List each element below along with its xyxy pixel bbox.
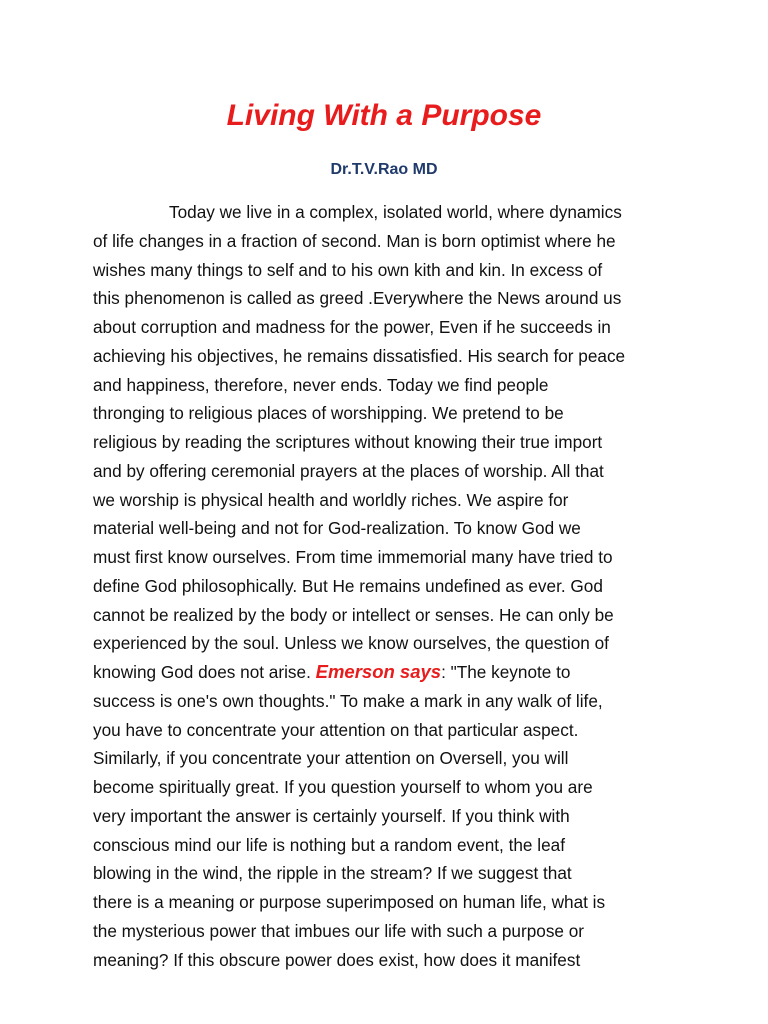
paragraph-line: material well-being and not for God-realization. To know God we bbox=[93, 518, 581, 539]
paragraph-line: about corruption and madness for the power, Even if he succeeds in bbox=[93, 317, 611, 337]
paragraph-line: very important the answer is certainly yourself. If you think with bbox=[93, 805, 570, 826]
paragraph-line: the mysterious power that imbues our life with such a purpose or bbox=[93, 920, 585, 941]
document-body bbox=[93, 198, 683, 974]
line-text-after: : "The keynote to bbox=[441, 662, 571, 682]
paragraph-line: you have to concentrate your attention on that particular aspect. bbox=[93, 719, 579, 740]
paragraph-line: and by offering ceremonial prayers at the places of worship. All that bbox=[93, 460, 604, 481]
paragraph-line: must first know ourselves. From time immemorial many have tried to bbox=[93, 547, 613, 567]
paragraph-line: religious by reading the scriptures without knowing their true import bbox=[93, 432, 603, 452]
paragraph-line: success is one's own thoughts." To make a mark in any walk of life, bbox=[93, 690, 603, 711]
paragraph-line: experienced by the soul. Unless we know ourselves, the question of bbox=[93, 633, 609, 654]
paragraph-line: there is a meaning or purpose superimposed on human life, what is bbox=[93, 892, 606, 912]
paragraph-line: define God philosophically. But He remains undefined as ever. God bbox=[93, 575, 603, 596]
paragraph-line: we worship is physical health and worldly riches. We aspire for bbox=[93, 489, 569, 510]
paragraph-line: cannot be realized by the body or intellect or senses. He can only be bbox=[93, 604, 614, 625]
line-text: Today we live in a complex, isolated world, where dynamics bbox=[169, 202, 622, 222]
paragraph-line: conscious mind our life is nothing but a random event, the leaf bbox=[93, 834, 565, 855]
document-author: Dr.T.V.Rao MD bbox=[330, 161, 438, 178]
paragraph-line: thronging to religious places of worshipping. We pretend to be bbox=[93, 403, 564, 424]
paragraph-line: become spiritually great. If you question yourself to whom you are bbox=[93, 777, 593, 797]
paragraph-line-emerson bbox=[93, 658, 683, 687]
paragraph-line: this phenomenon is called as greed .Everywhere the News around us bbox=[93, 288, 622, 309]
paragraph-line: and happiness, therefore, never ends. Today we find people bbox=[93, 374, 549, 395]
paragraph-line: blowing in the wind, the ripple in the stream? If we suggest that bbox=[93, 863, 572, 884]
paragraph-line: meaning? If this obscure power does exist, how does it manifest bbox=[93, 949, 581, 970]
paragraph-line: Similarly, if you concentrate your attention on Oversell, you will bbox=[93, 748, 569, 769]
emerson-emphasis: Emerson says bbox=[315, 661, 442, 682]
paragraph-line: of life changes in a fraction of second. Man is born optimist where he bbox=[93, 230, 616, 251]
document-title: Living With a Purpose bbox=[226, 99, 542, 132]
paragraph-line: wishes many things to self and to his own kith and kin. In excess of bbox=[93, 259, 603, 280]
paragraph-line: achieving his objectives, he remains dissatisfied. His search for peace bbox=[93, 345, 626, 366]
line-text-before: knowing God does not arise. bbox=[93, 662, 316, 682]
paragraph-line bbox=[93, 198, 683, 227]
